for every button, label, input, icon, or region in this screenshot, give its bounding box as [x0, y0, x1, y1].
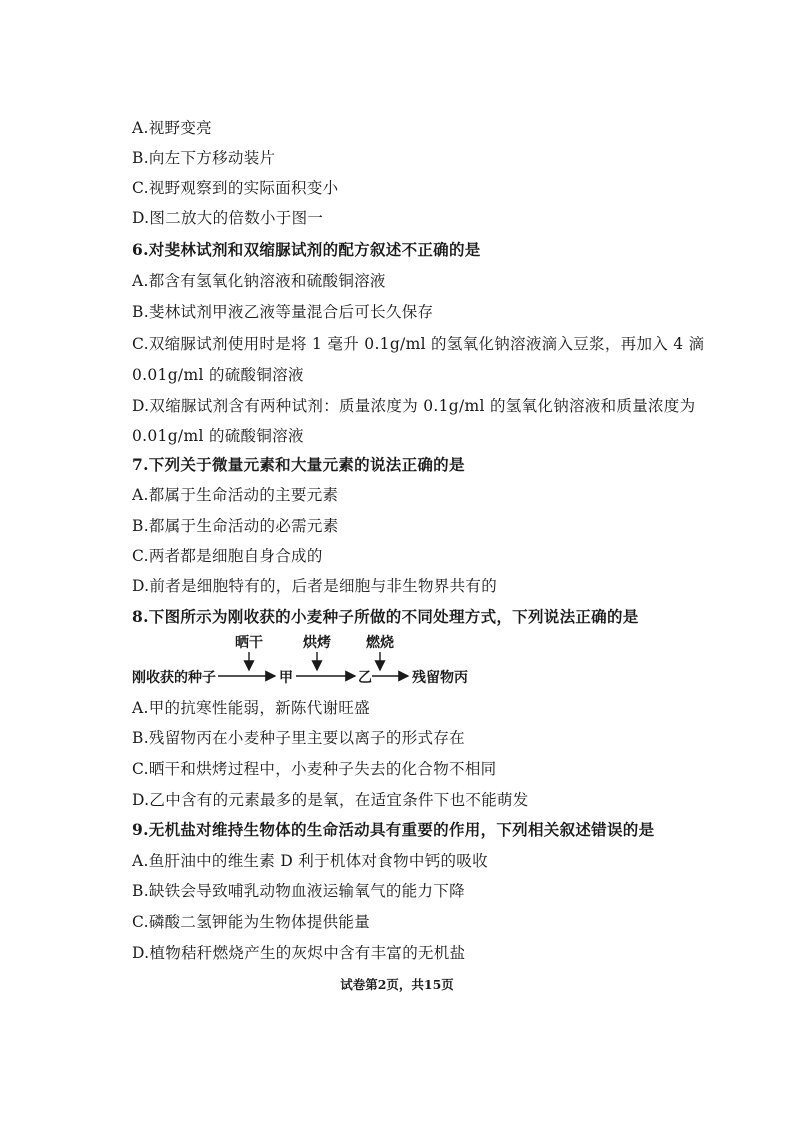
seed-processing-diagram [132, 632, 552, 692]
option-8b: B.残留物丙在小麦种子里主要以离子的形式存在 [132, 729, 465, 747]
question-8-stem: 8.下图所示为刚收获的小麦种子所做的不同处理方式，下列说法正确的是 [132, 607, 639, 626]
option-7d: D.前者是细胞特有的，后者是细胞与非生物界共有的 [132, 577, 498, 595]
option-7c: C.两者都是细胞自身合成的 [132, 547, 323, 565]
option-5c: C.视野观察到的实际面积变小 [132, 179, 339, 197]
option-6b: B.斐林试剂甲液乙液等量混合后可长久保存 [132, 303, 434, 321]
option-6c-line1: C.双缩脲试剂使用时是将 1 毫升 0.1g/ml 的氢氧化钠溶液滴入豆浆，再加入 4 滴 [132, 335, 705, 353]
start-seed-label: 刚收获的种子 [132, 670, 216, 686]
option-6d-line2: 0.01g/ml 的硫酸铜溶液 [132, 427, 304, 445]
option-7a: A.都属于生命活动的主要元素 [132, 486, 339, 504]
option-6d-line1: D.双缩脲试剂含有两种试剂：质量浓度为 0.1g/ml 的氢氧化钠溶液和质量浓度为 [132, 397, 696, 415]
option-8a: A.甲的抗寒性能弱，新陈代谢旺盛 [132, 699, 370, 717]
node-yi-label: 乙 [358, 670, 372, 686]
page-footer: 试卷第2页，共15页 [340, 977, 454, 992]
option-9b: B.缺铁会导致哺乳动物血液运输氧气的能力下降 [132, 882, 465, 900]
option-9a: A.鱼肝油中的维生素 D 利于机体对食物中钙的吸收 [132, 852, 488, 870]
option-6a: A.都含有氢氧化钠溶液和硫酸铜溶液 [132, 272, 386, 290]
option-9c: C.磷酸二氢钾能为生物体提供能量 [132, 913, 371, 931]
option-8d: D.乙中含有的元素最多的是氧，在适宜条件下也不能萌发 [132, 791, 529, 809]
option-5a: A.视野变亮 [132, 119, 212, 137]
question-9-stem: 9.无机盐对维持生物体的生命活动具有重要的作用，下列相关叙述错误的是 [132, 820, 655, 839]
question-6-stem: 6.对斐林试剂和双缩脲试剂的配方叙述不正确的是 [132, 240, 481, 259]
end-residue-label: 残留物丙 [412, 670, 468, 686]
node-jia-label: 甲 [279, 670, 293, 686]
option-9d: D.植物秸秆燃烧产生的灰烬中含有丰富的无机盐 [132, 944, 466, 962]
step-bake-label: 烘烤 [303, 635, 331, 651]
option-5b: B.向左下方移动装片 [132, 149, 276, 167]
option-5d: D.图二放大的倍数小于图一 [132, 209, 324, 227]
question-7-stem: 7.下列关于微量元素和大量元素的说法正确的是 [132, 455, 465, 474]
step-burn-label: 燃烧 [366, 635, 394, 651]
option-6c-line2: 0.01g/ml 的硫酸铜溶液 [132, 366, 304, 384]
step-sun-dry-label: 晒干 [235, 635, 263, 651]
option-7b: B.都属于生命活动的必需元素 [132, 517, 339, 535]
option-8c: C.晒干和烘烤过程中，小麦种子失去的化合物不相同 [132, 760, 497, 778]
